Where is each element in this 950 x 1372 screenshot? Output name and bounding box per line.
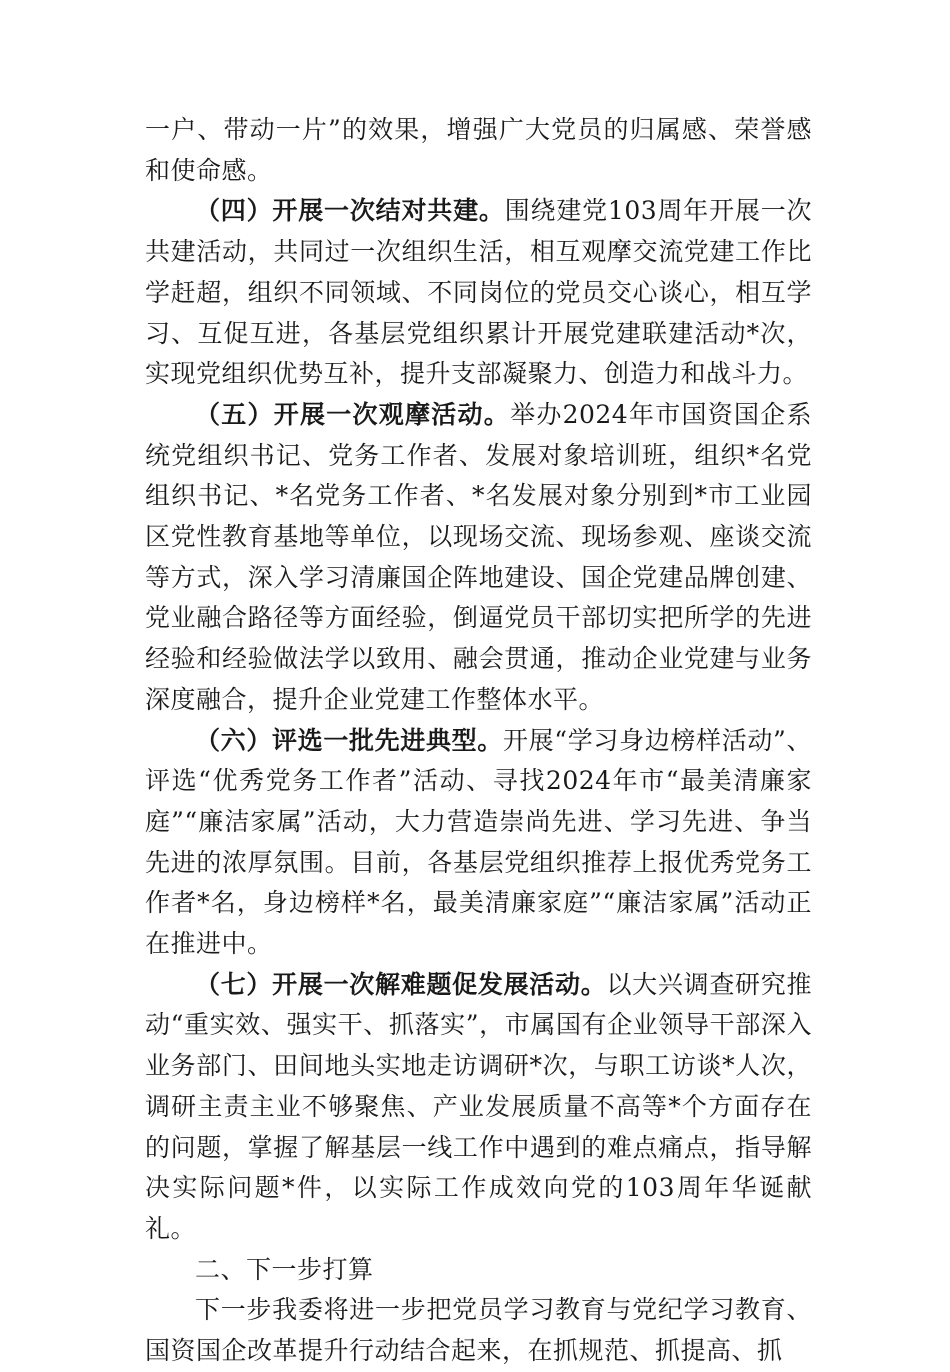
item-7-heading: （七）开展一次解难题促发展活动。 (195, 969, 607, 999)
item-5-text: 举办2024年市国资国企系统党组织书记、党务工作者、发展对象培训班，组织*名党组织书记、*名党务工作者、*名发展对象分别到*市工业园区党性教育基地等单位，以现场交流、现场参观、座谈交流等方式，深入学习清廉国企阵地建设、国企党建品牌创建、党业融合路径等方面经验，倒逼党员干部切实把所学的先进经验和经验做法学以致用、融会贯通，推动企业党建与业务深度融合，提升企业党建工作整体水平。 (145, 399, 812, 714)
item-6-heading: （六）评选一批先进典型。 (195, 725, 503, 755)
paragraph-text: 一户、带动一片”的效果，增强广大党员的归属感、荣誉感和使命感。 (145, 115, 812, 185)
paragraph-item-5 (145, 395, 812, 721)
document-body (145, 110, 812, 1372)
paragraph-item-4 (145, 191, 812, 395)
paragraph-item-7 (145, 965, 812, 1250)
paragraph-next-steps (145, 1290, 812, 1371)
item-4-text: 围绕建党103周年开展一次共建活动，共同过一次组织生活，相互观摩交流党建工作比学赶超，组织不同领域、不同岗位的党员交心谈心，相互学习、互促互进，各基层党组织累计开展党建联建活动*次，实现党组织优势互补，提升支部凝聚力、创造力和战斗力。 (145, 196, 812, 389)
item-5-heading: （五）开展一次观摩活动。 (195, 399, 511, 429)
section-2-heading: 二、下一步打算 (195, 1254, 374, 1284)
paragraph-continuation (145, 110, 812, 191)
item-6-text: 开展“学习身边榜样活动”、评选“优秀党务工作者”活动、寻找2024年市“最美清廉家庭”“廉洁家属”活动，大力营造崇尚先进、学习先进、争当先进的浓厚氛围。目前，各基层党组织推荐上报优秀党务工作者*名，身边榜样*名，最美清廉家庭”“廉洁家属”活动正在推进中。 (145, 725, 812, 959)
item-4-heading: （四）开展一次结对共建。 (195, 196, 505, 226)
item-7-text: 以大兴调查研究推动“重实效、强实干、抓落实”，市属国有企业领导干部深入业务部门、田间地头实地走访调研*次，与职工访谈*人次，调研主责主业不够聚焦、产业发展质量不高等*个方面存在的问题，掌握了解基层一线工作中遇到的难点痛点，指导解决实际问题*件，以实际工作成效向党的103周年华诞献礼。 (145, 969, 812, 1243)
paragraph-item-6 (145, 721, 812, 965)
paragraph-text: 下一步我委将进一步把党员学习教育与党纪学习教育、国资国企改革提升行动结合起来，在抓规范、抓提高、抓 (145, 1295, 812, 1366)
